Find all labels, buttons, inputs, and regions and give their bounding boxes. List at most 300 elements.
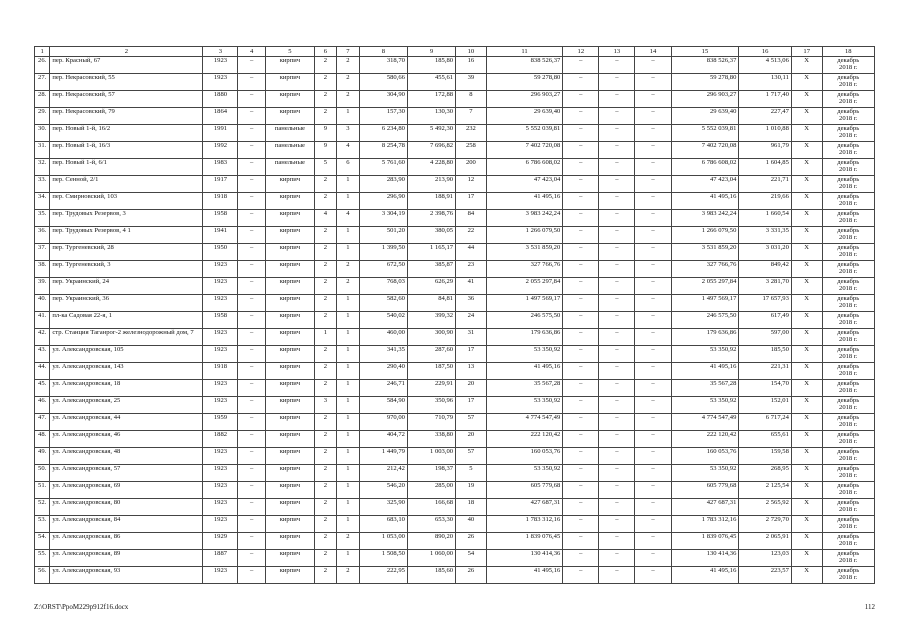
total-cost-cell: 222 120,42: [486, 431, 563, 448]
col13-cell: –: [599, 448, 635, 465]
total-cost-cell: 160 053,76: [486, 448, 563, 465]
deadline-cell: [822, 380, 875, 397]
table-row: [35, 176, 875, 193]
funds-cell: 838 526,37: [671, 57, 739, 74]
deadline-year: 2018 г.: [839, 319, 858, 327]
material-cell: кирпич: [265, 278, 314, 295]
residents-cell: 26: [456, 533, 487, 550]
col4-cell: –: [238, 397, 265, 414]
total-cost-cell: 838 526,37: [486, 57, 563, 74]
year-cell: 1983: [203, 159, 238, 176]
living-area-cell: 399,32: [407, 312, 455, 329]
col17-cell: Х: [791, 550, 822, 567]
row-number: 38.: [35, 261, 50, 278]
col17-cell: Х: [791, 567, 822, 584]
col13-cell: –: [599, 261, 635, 278]
living-area-cell: 890,20: [407, 533, 455, 550]
row-number: 29.: [35, 108, 50, 125]
year-cell: 1959: [203, 414, 238, 431]
floors-cell: 2: [315, 176, 337, 193]
year-cell: 1923: [203, 448, 238, 465]
total-area-cell: 672,50: [359, 261, 407, 278]
deadline-cell: [822, 125, 875, 142]
header-row: [35, 47, 875, 57]
deadline-year: 2018 г.: [839, 166, 858, 174]
residents-cell: 23: [456, 261, 487, 278]
col12-cell: –: [563, 278, 599, 295]
floors-cell: 9: [315, 125, 337, 142]
col4-cell: –: [238, 278, 265, 295]
table-row: [35, 91, 875, 108]
year-cell: 1958: [203, 210, 238, 227]
deadline-cell: [822, 159, 875, 176]
material-cell: кирпич: [265, 227, 314, 244]
living-area-cell: 385,87: [407, 261, 455, 278]
col12-cell: –: [563, 516, 599, 533]
unit-cost-cell: 154,70: [739, 380, 792, 397]
address-cell: пер. Некрасовский, 79: [50, 108, 203, 125]
col4-cell: –: [238, 380, 265, 397]
col14-cell: –: [635, 363, 671, 380]
total-area-cell: 768,03: [359, 278, 407, 295]
funds-cell: 222 120,42: [671, 431, 739, 448]
total-area-cell: 304,90: [359, 91, 407, 108]
table-row: [35, 329, 875, 346]
deadline-month: декабрь: [837, 516, 860, 523]
total-area-cell: 404,72: [359, 431, 407, 448]
total-area-cell: 1 053,00: [359, 533, 407, 550]
year-cell: 1880: [203, 91, 238, 108]
column-number-header: 16: [739, 47, 792, 57]
address-cell: ул. Александровская, 89: [50, 550, 203, 567]
deadline-year: 2018 г.: [839, 387, 858, 395]
total-cost-cell: 7 402 720,08: [486, 142, 563, 159]
col17-cell: Х: [791, 312, 822, 329]
table-row: [35, 244, 875, 261]
residents-cell: 20: [456, 431, 487, 448]
col14-cell: –: [635, 550, 671, 567]
material-cell: кирпич: [265, 550, 314, 567]
residents-cell: 8: [456, 91, 487, 108]
year-cell: 1923: [203, 295, 238, 312]
deadline-year: 2018 г.: [839, 251, 858, 259]
col13-cell: –: [599, 91, 635, 108]
year-cell: 1992: [203, 142, 238, 159]
col12-cell: –: [563, 431, 599, 448]
page-number: 112: [864, 603, 875, 611]
unit-cost-cell: 223,57: [739, 567, 792, 584]
entrances-cell: 1: [336, 516, 359, 533]
total-cost-cell: 327 766,76: [486, 261, 563, 278]
deadline-year: 2018 г.: [839, 268, 858, 276]
floors-cell: 2: [315, 91, 337, 108]
deadline-month: декабрь: [837, 397, 860, 404]
total-cost-cell: 53 350,92: [486, 397, 563, 414]
residents-cell: 40: [456, 516, 487, 533]
living-area-cell: 187,50: [407, 363, 455, 380]
col14-cell: –: [635, 193, 671, 210]
deadline-year: 2018 г.: [839, 132, 858, 140]
col14-cell: –: [635, 499, 671, 516]
floors-cell: 2: [315, 567, 337, 584]
col17-cell: Х: [791, 244, 822, 261]
total-cost-cell: 3 531 859,20: [486, 244, 563, 261]
deadline-cell: [822, 346, 875, 363]
deadline-year: 2018 г.: [839, 472, 858, 480]
year-cell: 1950: [203, 244, 238, 261]
deadline-month: декабрь: [837, 74, 860, 81]
col12-cell: –: [563, 499, 599, 516]
col13-cell: –: [599, 516, 635, 533]
col14-cell: –: [635, 431, 671, 448]
funds-cell: 2 055 297,84: [671, 278, 739, 295]
deadline-month: декабрь: [837, 448, 860, 455]
funds-cell: 605 779,68: [671, 482, 739, 499]
col4-cell: –: [238, 227, 265, 244]
col14-cell: –: [635, 176, 671, 193]
floors-cell: 3: [315, 397, 337, 414]
row-number: 55.: [35, 550, 50, 567]
col12-cell: –: [563, 533, 599, 550]
entrances-cell: 2: [336, 57, 359, 74]
deadline-month: декабрь: [837, 431, 860, 438]
funds-cell: 41 495,16: [671, 363, 739, 380]
col14-cell: –: [635, 142, 671, 159]
living-area-cell: 1 003,00: [407, 448, 455, 465]
living-area-cell: 188,91: [407, 193, 455, 210]
floors-cell: 2: [315, 193, 337, 210]
floors-cell: 2: [315, 346, 337, 363]
deadline-cell: [822, 278, 875, 295]
footer-file-path: Z:\ORST\PpoM229p912f16.docx: [34, 603, 129, 611]
col17-cell: Х: [791, 499, 822, 516]
row-number: 36.: [35, 227, 50, 244]
residents-cell: 44: [456, 244, 487, 261]
deadline-cell: [822, 295, 875, 312]
entrances-cell: 1: [336, 448, 359, 465]
entrances-cell: 1: [336, 499, 359, 516]
col4-cell: –: [238, 550, 265, 567]
col4-cell: –: [238, 499, 265, 516]
col4-cell: –: [238, 108, 265, 125]
residents-cell: 57: [456, 448, 487, 465]
year-cell: 1991: [203, 125, 238, 142]
year-cell: 1918: [203, 193, 238, 210]
unit-cost-cell: 1 010,88: [739, 125, 792, 142]
total-area-cell: 1 399,50: [359, 244, 407, 261]
column-number-header: 8: [359, 47, 407, 57]
col12-cell: –: [563, 108, 599, 125]
entrances-cell: 1: [336, 176, 359, 193]
table-row: [35, 193, 875, 210]
col13-cell: –: [599, 108, 635, 125]
total-area-cell: 246,71: [359, 380, 407, 397]
living-area-cell: 172,88: [407, 91, 455, 108]
deadline-year: 2018 г.: [839, 353, 858, 361]
deadline-cell: [822, 550, 875, 567]
address-cell: ул. Александровская, 93: [50, 567, 203, 584]
unit-cost-cell: 17 657,93: [739, 295, 792, 312]
col4-cell: –: [238, 74, 265, 91]
document-table-container: [34, 46, 875, 584]
deadline-year: 2018 г.: [839, 506, 858, 514]
col14-cell: –: [635, 397, 671, 414]
total-cost-cell: 47 423,04: [486, 176, 563, 193]
total-cost-cell: 53 350,92: [486, 465, 563, 482]
deadline-cell: [822, 414, 875, 431]
entrances-cell: 1: [336, 550, 359, 567]
address-cell: пер. Новый 1-й, 16/3: [50, 142, 203, 159]
entrances-cell: 1: [336, 108, 359, 125]
col17-cell: Х: [791, 482, 822, 499]
address-cell: пер. Тургеневский, 28: [50, 244, 203, 261]
col4-cell: –: [238, 210, 265, 227]
table-row: [35, 142, 875, 159]
col13-cell: –: [599, 74, 635, 91]
floors-cell: 2: [315, 74, 337, 91]
deadline-month: декабрь: [837, 567, 860, 574]
deadline-cell: [822, 499, 875, 516]
deadline-year: 2018 г.: [839, 336, 858, 344]
unit-cost-cell: 4 513,06: [739, 57, 792, 74]
living-area-cell: 2 398,76: [407, 210, 455, 227]
address-cell: пер. Тургеневский, 3: [50, 261, 203, 278]
row-number: 54.: [35, 533, 50, 550]
col13-cell: –: [599, 244, 635, 261]
year-cell: 1923: [203, 567, 238, 584]
living-area-cell: 338,80: [407, 431, 455, 448]
year-cell: 1923: [203, 499, 238, 516]
col17-cell: Х: [791, 397, 822, 414]
floors-cell: 2: [315, 431, 337, 448]
col17-cell: Х: [791, 329, 822, 346]
table-row: [35, 397, 875, 414]
funds-cell: 3 983 242,24: [671, 210, 739, 227]
col14-cell: –: [635, 278, 671, 295]
address-cell: ул. Александровская, 46: [50, 431, 203, 448]
col13-cell: –: [599, 57, 635, 74]
residents-cell: 39: [456, 74, 487, 91]
unit-cost-cell: 961,79: [739, 142, 792, 159]
year-cell: 1923: [203, 74, 238, 91]
col17-cell: Х: [791, 465, 822, 482]
col12-cell: –: [563, 414, 599, 431]
col14-cell: –: [635, 91, 671, 108]
col14-cell: –: [635, 329, 671, 346]
deadline-cell: [822, 431, 875, 448]
residents-cell: 36: [456, 295, 487, 312]
deadline-month: декабрь: [837, 346, 860, 353]
row-number: 40.: [35, 295, 50, 312]
row-number: 28.: [35, 91, 50, 108]
deadline-month: декабрь: [837, 210, 860, 217]
living-area-cell: 626,29: [407, 278, 455, 295]
address-cell: ул. Александровская, 105: [50, 346, 203, 363]
unit-cost-cell: 2 565,92: [739, 499, 792, 516]
col12-cell: –: [563, 380, 599, 397]
entrances-cell: 1: [336, 227, 359, 244]
col17-cell: Х: [791, 295, 822, 312]
living-area-cell: 455,61: [407, 74, 455, 91]
unit-cost-cell: 3 331,35: [739, 227, 792, 244]
living-area-cell: 653,30: [407, 516, 455, 533]
deadline-year: 2018 г.: [839, 455, 858, 463]
residents-cell: 16: [456, 57, 487, 74]
material-cell: кирпич: [265, 261, 314, 278]
total-cost-cell: 4 774 547,49: [486, 414, 563, 431]
funds-cell: 5 552 039,81: [671, 125, 739, 142]
deadline-cell: [822, 193, 875, 210]
entrances-cell: 2: [336, 533, 359, 550]
unit-cost-cell: 3 281,70: [739, 278, 792, 295]
col13-cell: –: [599, 227, 635, 244]
col17-cell: Х: [791, 176, 822, 193]
year-cell: 1923: [203, 465, 238, 482]
row-number: 27.: [35, 74, 50, 91]
entrances-cell: 1: [336, 397, 359, 414]
entrances-cell: 4: [336, 142, 359, 159]
deadline-cell: [822, 465, 875, 482]
col14-cell: –: [635, 516, 671, 533]
residents-cell: 54: [456, 550, 487, 567]
col14-cell: –: [635, 108, 671, 125]
deadline-month: декабрь: [837, 550, 860, 557]
floors-cell: 2: [315, 244, 337, 261]
material-cell: кирпич: [265, 414, 314, 431]
entrances-cell: 1: [336, 312, 359, 329]
floors-cell: 2: [315, 414, 337, 431]
living-area-cell: 229,91: [407, 380, 455, 397]
row-number: 56.: [35, 567, 50, 584]
unit-cost-cell: 221,31: [739, 363, 792, 380]
address-cell: ул. Александровская, 69: [50, 482, 203, 499]
deadline-cell: [822, 567, 875, 584]
total-area-cell: 283,90: [359, 176, 407, 193]
table-row: [35, 567, 875, 584]
row-number: 44.: [35, 363, 50, 380]
total-cost-cell: 1 266 079,50: [486, 227, 563, 244]
deadline-month: декабрь: [837, 244, 860, 251]
total-cost-cell: 130 414,36: [486, 550, 563, 567]
deadline-month: декабрь: [837, 278, 860, 285]
floors-cell: 2: [315, 516, 337, 533]
material-cell: панельные: [265, 125, 314, 142]
year-cell: 1923: [203, 261, 238, 278]
row-number: 30.: [35, 125, 50, 142]
material-cell: кирпич: [265, 397, 314, 414]
total-cost-cell: 35 567,28: [486, 380, 563, 397]
floors-cell: 4: [315, 210, 337, 227]
unit-cost-cell: 849,42: [739, 261, 792, 278]
col17-cell: Х: [791, 448, 822, 465]
row-number: 39.: [35, 278, 50, 295]
row-number: 49.: [35, 448, 50, 465]
col12-cell: –: [563, 91, 599, 108]
total-area-cell: 5 761,60: [359, 159, 407, 176]
column-number-header: 1: [35, 47, 50, 57]
total-area-cell: 325,90: [359, 499, 407, 516]
funds-cell: 1 266 079,50: [671, 227, 739, 244]
living-area-cell: 198,37: [407, 465, 455, 482]
funds-cell: 160 053,76: [671, 448, 739, 465]
floors-cell: 5: [315, 159, 337, 176]
residents-cell: 22: [456, 227, 487, 244]
col12-cell: –: [563, 567, 599, 584]
funds-cell: 53 350,92: [671, 346, 739, 363]
col13-cell: –: [599, 397, 635, 414]
deadline-cell: [822, 261, 875, 278]
residents-cell: 26: [456, 567, 487, 584]
col13-cell: –: [599, 125, 635, 142]
row-number: 45.: [35, 380, 50, 397]
col4-cell: –: [238, 125, 265, 142]
residents-cell: 13: [456, 363, 487, 380]
deadline-year: 2018 г.: [839, 285, 858, 293]
col4-cell: –: [238, 295, 265, 312]
col4-cell: –: [238, 414, 265, 431]
column-number-header: 2: [50, 47, 203, 57]
col4-cell: –: [238, 142, 265, 159]
table-row: [35, 363, 875, 380]
total-cost-cell: 427 687,31: [486, 499, 563, 516]
residents-cell: 57: [456, 414, 487, 431]
row-number: 43.: [35, 346, 50, 363]
deadline-month: декабрь: [837, 295, 860, 302]
col14-cell: –: [635, 482, 671, 499]
year-cell: 1923: [203, 397, 238, 414]
total-area-cell: 3 304,19: [359, 210, 407, 227]
entrances-cell: 1: [336, 363, 359, 380]
deadline-month: декабрь: [837, 57, 860, 64]
residents-cell: 258: [456, 142, 487, 159]
column-number-header: 6: [315, 47, 337, 57]
col17-cell: Х: [791, 363, 822, 380]
col13-cell: –: [599, 295, 635, 312]
funds-cell: 53 350,92: [671, 397, 739, 414]
floors-cell: 2: [315, 533, 337, 550]
funds-cell: 29 639,40: [671, 108, 739, 125]
column-number-header: 10: [456, 47, 487, 57]
floors-cell: 2: [315, 550, 337, 567]
row-number: 33.: [35, 176, 50, 193]
table-row: [35, 499, 875, 516]
total-area-cell: 6 234,80: [359, 125, 407, 142]
col4-cell: –: [238, 244, 265, 261]
col4-cell: –: [238, 516, 265, 533]
col4-cell: –: [238, 448, 265, 465]
col13-cell: –: [599, 465, 635, 482]
address-cell: пер. Трудовых Резервов, 3: [50, 210, 203, 227]
total-area-cell: 546,20: [359, 482, 407, 499]
deadline-month: декабрь: [837, 108, 860, 115]
col12-cell: –: [563, 193, 599, 210]
address-cell: ул. Александровская, 80: [50, 499, 203, 516]
col12-cell: –: [563, 465, 599, 482]
col13-cell: –: [599, 176, 635, 193]
total-cost-cell: 41 495,16: [486, 567, 563, 584]
material-cell: кирпич: [265, 244, 314, 261]
unit-cost-cell: 2 729,70: [739, 516, 792, 533]
entrances-cell: 2: [336, 91, 359, 108]
col14-cell: –: [635, 465, 671, 482]
col12-cell: –: [563, 261, 599, 278]
column-number-header: 7: [336, 47, 359, 57]
living-area-cell: 5 492,30: [407, 125, 455, 142]
unit-cost-cell: 655,61: [739, 431, 792, 448]
unit-cost-cell: 123,03: [739, 550, 792, 567]
address-cell: пер. Новый 1-й, 16/2: [50, 125, 203, 142]
deadline-month: декабрь: [837, 176, 860, 183]
